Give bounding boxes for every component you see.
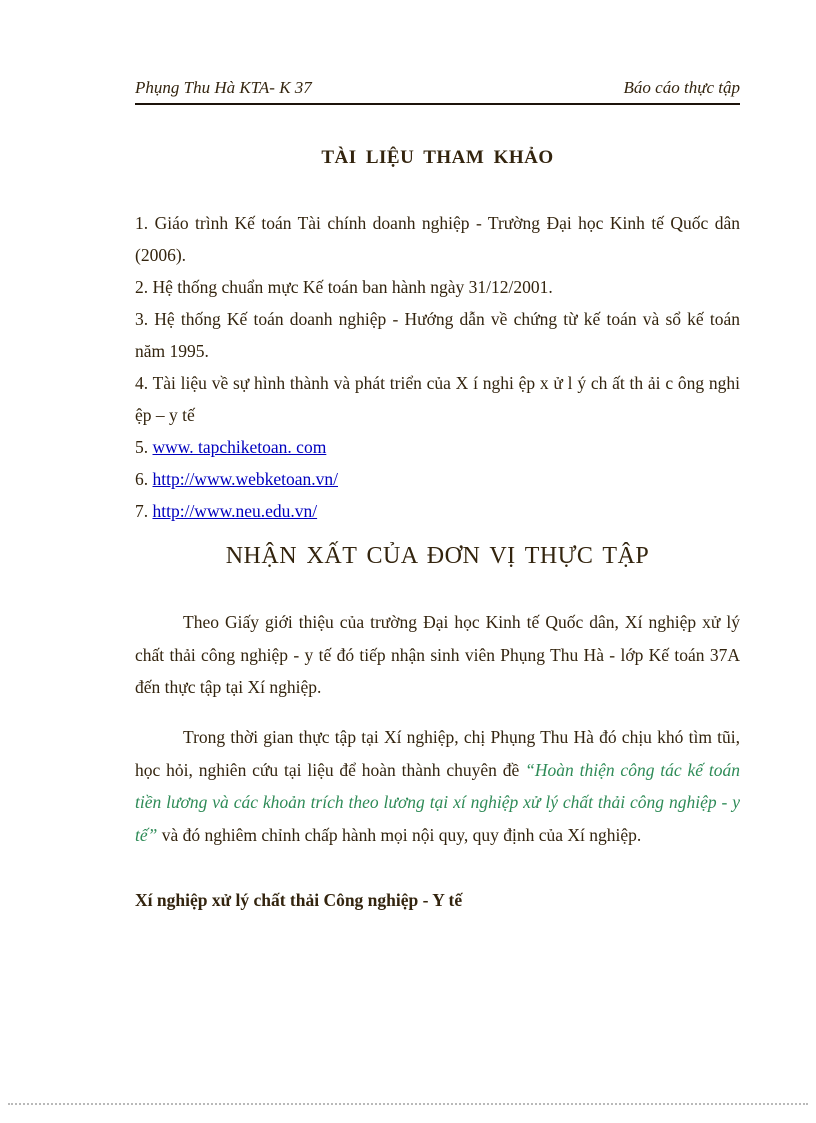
reference-item (135, 495, 740, 527)
reference-item: 2. Hệ thống chuẩn mực Kế toán ban hành ngày 31/12/2001. (135, 277, 553, 297)
paragraph-2-text-before-quote: Trong thời gian thực tập tại Xí nghiệp, chị Phụng Thu Hà đó chịu khó tìm tũi, học hỏi, nghiên cứu tại liệu để hoàn thành chuyên đề (135, 727, 740, 780)
reference-item: 3. Hệ thống Kế toán doanh nghiệp - Hướng dẫn về chứng từ kế toán và sổ kế toán năm 1995. (135, 309, 740, 361)
reference-number: 7. (135, 501, 153, 521)
reference-link-neu[interactable]: http://www.neu.edu.vn/ (152, 501, 318, 521)
reference-link-tapchiketoan[interactable]: www. tapchiketoan. com (152, 437, 327, 457)
reference-item: 1. Giáo trình Kế toán Tài chính doanh nghiệp - Trường Đại học Kinh tế Quốc dân (2006). (135, 213, 740, 265)
reference-item (135, 431, 740, 463)
header-author: Phụng Thu Hà KTA- K 37 (135, 78, 312, 97)
reference-link-webketoan[interactable]: http://www.webketoan.vn/ (152, 469, 339, 489)
running-header (135, 78, 740, 105)
paragraph-2-text-after-quote: và đó nghiêm chỉnh chấp hành mọi nội quy, quy định của Xí nghiệp. (157, 824, 642, 845)
review-paragraph-2 (135, 721, 740, 851)
references-list (135, 207, 740, 527)
references-title: TÀI LIỆU THAM KHẢO (321, 147, 554, 168)
reference-item (135, 463, 740, 495)
reference-item: 4. Tài liệu về sự hình thành và phát triển của X í nghi ệp x ử l ý ch ất th ải c ông nghi ệp – y tế (135, 373, 740, 425)
reference-number: 5. (135, 437, 153, 457)
review-paragraph-1: Theo Giấy giới thiệu của trường Đại học Kinh tế Quốc dân, Xí nghiệp xử lý chất thải công nghiệp - y tế đó tiếp nhận sinh viên Phụng Thu Hà - lớp Kế toán 37A đến thực tập tại Xí nghiệp. (135, 612, 740, 697)
review-section-title: NHẬN XẤT CỦA ĐƠN VỊ THỰC TẬP (225, 543, 650, 569)
header-doc-type: Báo cáo thực tập (623, 78, 740, 97)
bottom-dotted-rule (8, 1103, 808, 1105)
reference-number: 6. (135, 469, 153, 489)
signature-org-line: Xí nghiệp xử lý chất thải Công nghiệp - Y tế (135, 890, 463, 910)
thesis-title-quote: “Hoàn thiện công tác kế toán tiền lương và các khoản trích theo lương tại xí nghiệp xử lý chất thải công nghiệp - y tế” (135, 759, 740, 845)
